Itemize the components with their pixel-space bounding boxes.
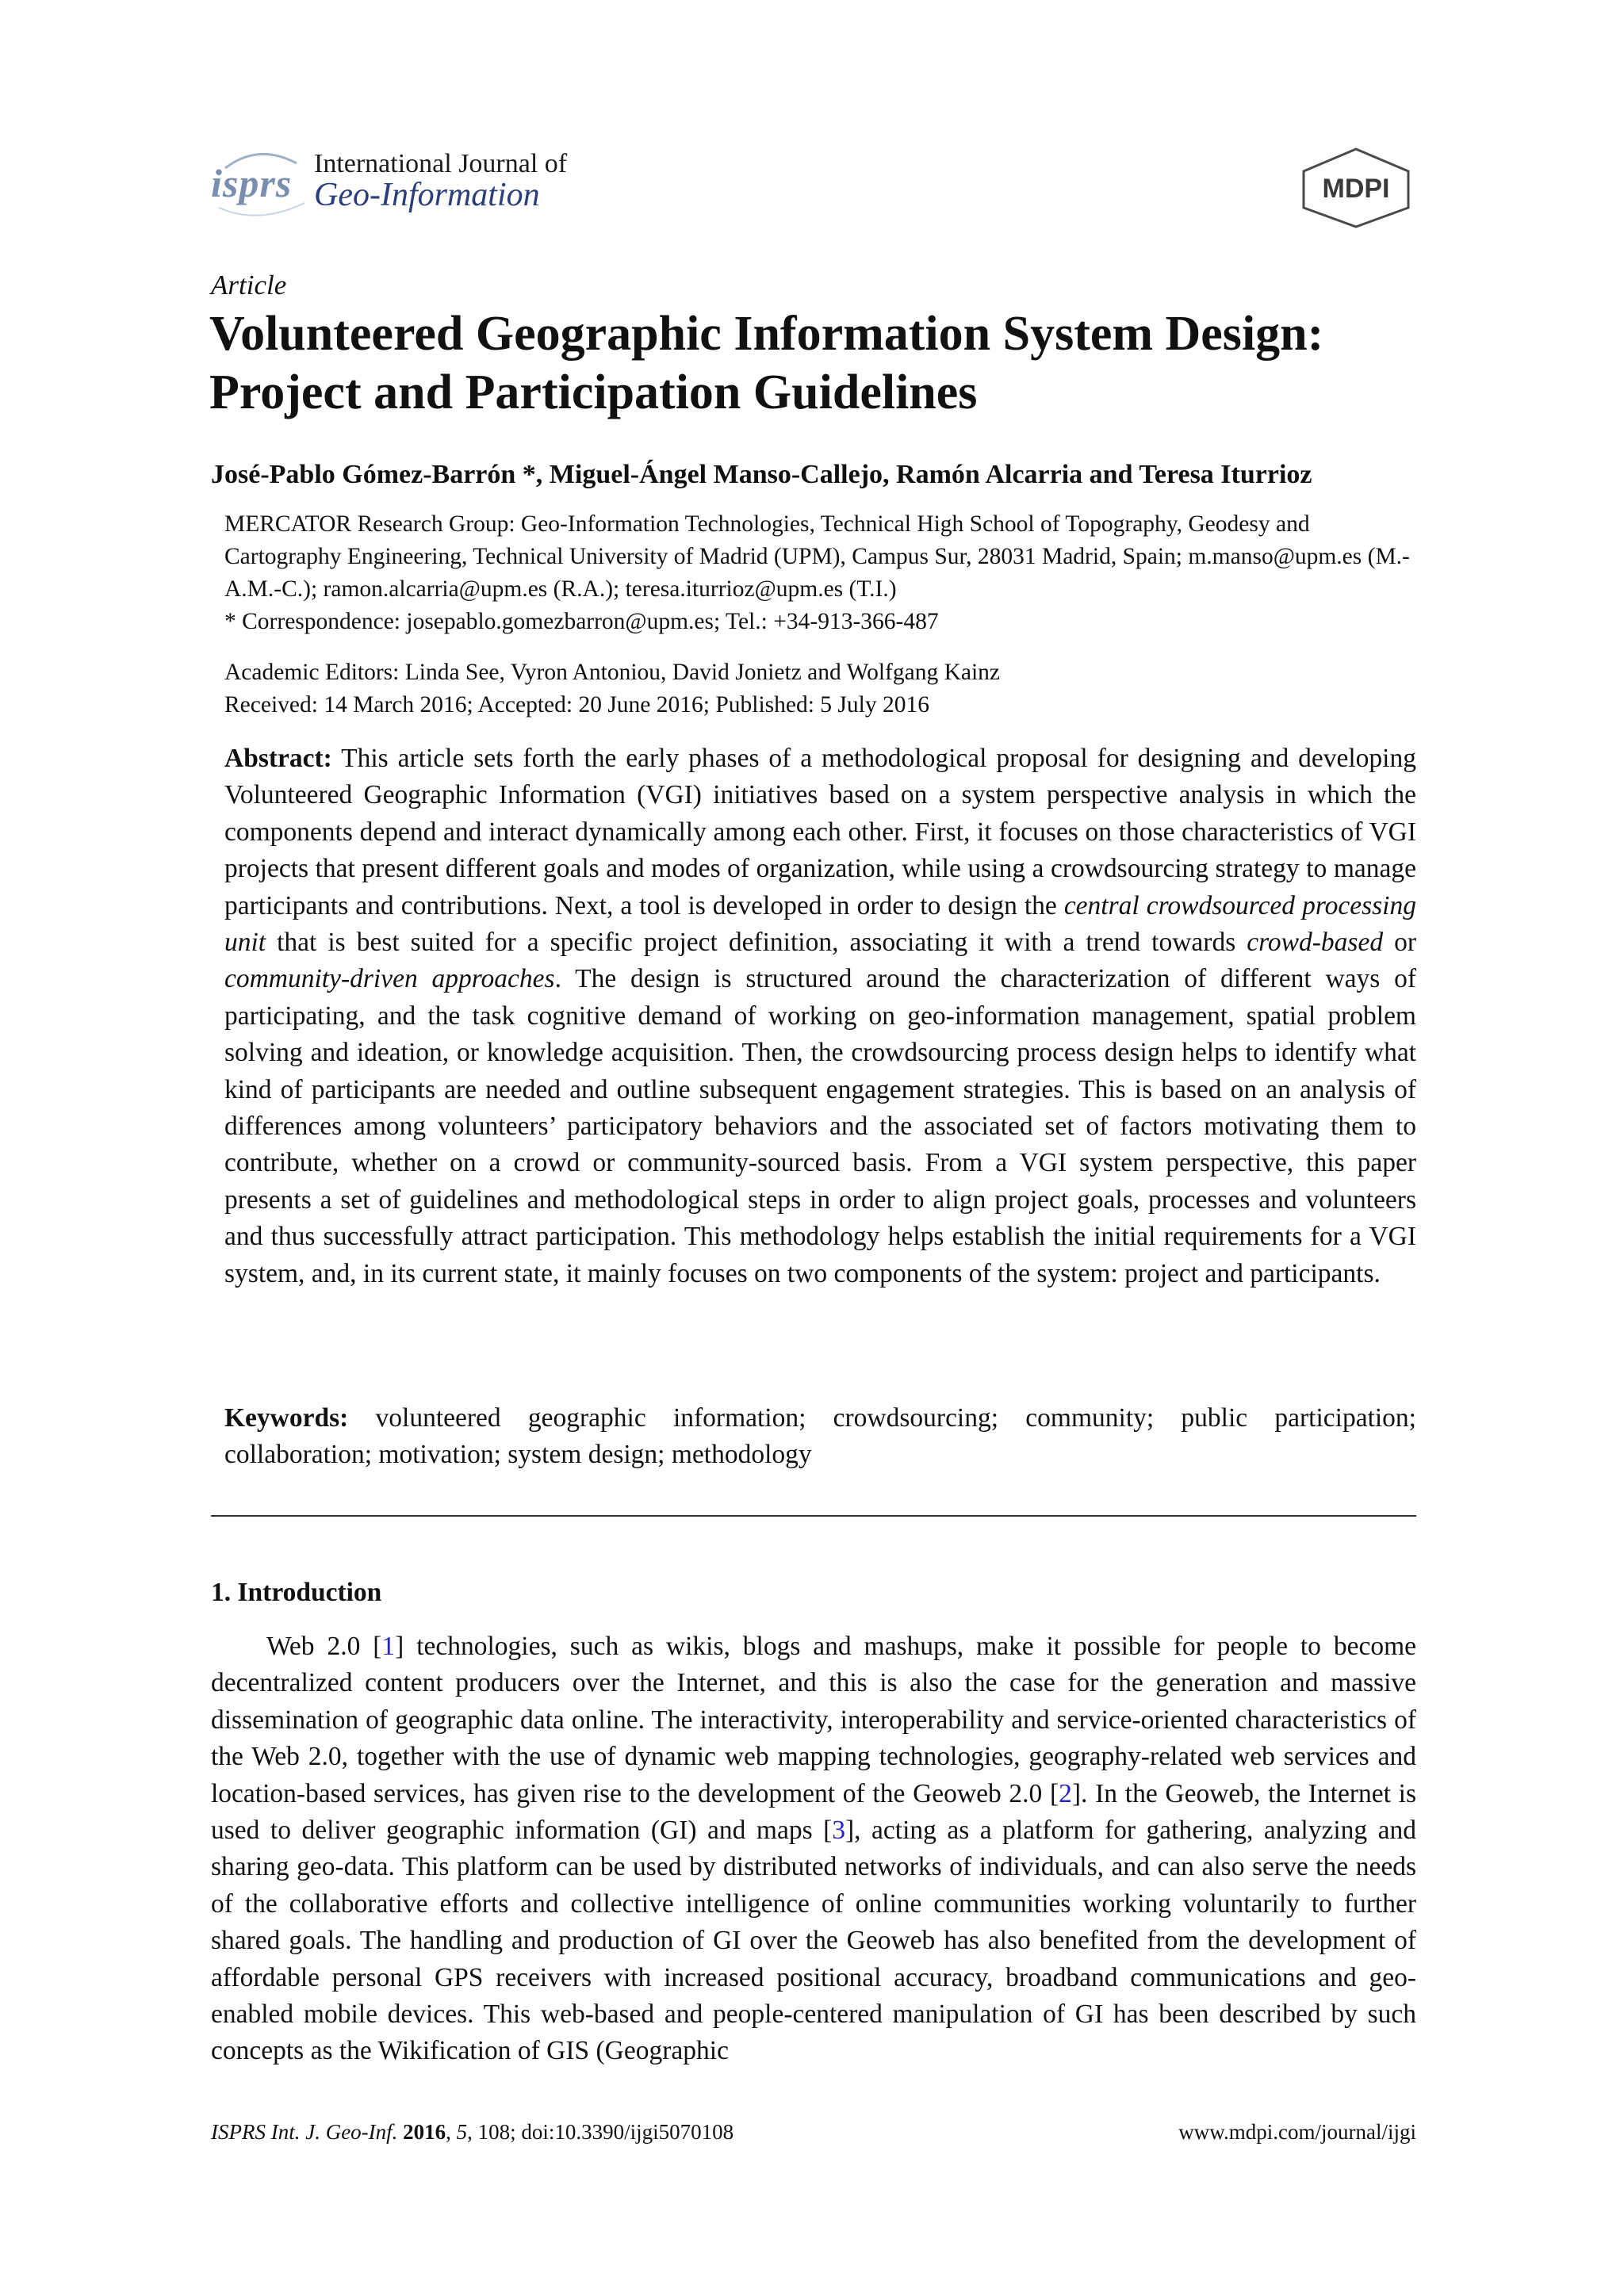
keywords [224, 1400, 1416, 1474]
keywords-text: volunteered geographic information; crowdsourcing; community; public participation; collaboration; motivation; system design; methodology [224, 1403, 1416, 1470]
abstract-label: Abstract: [224, 744, 332, 773]
body-text: Web 2.0 [ [266, 1632, 382, 1661]
abstract-emphasis: community-driven approaches [224, 964, 555, 994]
footer-volume: 5 [456, 2120, 468, 2144]
article-type: Article [211, 270, 287, 300]
abstract-text: This article sets forth the early phases of a methodological proposal for designing and developing Volunteered Geographic Information (VGI) initiatives based on a system perspective analysis in which the components depend and interact dynamically among each other. First, it focuses on those characteristics of VGI projects that present different goals and modes of organization, while using a crowdsourcing strategy to manage participants and contributions. Next, a tool is developed in order to design the [224, 744, 1416, 920]
footer-journal-url[interactable]: www.mdpi.com/journal/ijgi [1178, 2120, 1416, 2144]
journal-logo [211, 146, 584, 222]
citation-link[interactable]: 3 [832, 1816, 846, 1846]
abstract-emphasis: central crowdsourced processing unit [224, 890, 1416, 958]
abstract-text: or [1383, 928, 1416, 958]
citation-link[interactable]: 2 [1059, 1778, 1072, 1808]
section-divider [211, 1515, 1416, 1517]
footer-year: 2016 [403, 2120, 446, 2144]
abstract-text: . The design is structured around the characterization of different ways of participating, and the task cognitive demand of working on geo-information management, spatial problem solving and ideation, or knowledge acquisition. Then, the crowdsourcing process design helps to identify what kind of participants are needed and outline subsequent engagement strategies. This is based on an analysis of differences among volunteers’ participatory behaviors and the associated set of factors motivating them to contribute, whether on a crowd or community-sourced basis. From a VGI system perspective, this paper presents a set of guidelines and methodological steps in order to align project goals, processes and volunteers and thus successfully attract participation. This methodology helps establish the initial requirements for a VGI system, and, in its current state, it mainly focuses on two components of the system: project and participants. [224, 964, 1416, 1288]
keywords-label: Keywords: [224, 1403, 349, 1433]
article-title: Volunteered Geographic Information System Design: Project and Participation Guidelines [209, 307, 1324, 419]
affiliation: MERCATOR Research Group: Geo-Information Technologies, Technical High School of Topography, Geodesy and Cartography Engineering, Technical University of Madrid (UPM), Campus Sur, 28031 Madrid, Spain; m.manso@upm.es (M.-A.M.-C.); ramon.alcarria@upm.es (R.A.); teresa.iturrioz@upm.es (T.I.) [224, 511, 1410, 602]
mdpi-logo [1297, 147, 1415, 228]
footer-journal-abbrev: ISPRS Int. J. Geo-Inf. [211, 2120, 398, 2144]
mdpi-logo-text: MDPI [1322, 174, 1390, 204]
publication-dates: Received: 14 March 2016; Accepted: 20 June 2016; Published: 5 July 2016 [224, 692, 929, 718]
correspondence: * Correspondence: josepablo.gomezbarron@upm.es; Tel.: +34-913-366-487 [224, 609, 939, 634]
abstract [224, 740, 1416, 1292]
journal-name-line1: International Journal of [314, 149, 568, 178]
body-text: ], acting as a platform for gathering, analyzing and sharing geo-data. This platform can be used by distributed networks of individuals, and can also serve the needs of the collaborative efforts and collective intelligence of online communities working voluntarily to further shared goals. The handling and production of GI over the Geoweb has also benefited from the development of affordable personal GPS receivers with increased positional accuracy, broadband communications and geo-enabled mobile devices. This web-based and people-centered manipulation of GI has been described by such concepts as the Wikification of GIS (Geographic [211, 1816, 1416, 2066]
footer-separator: , [446, 2120, 457, 2144]
footer-doi: , 108; doi:10.3390/ijgi5070108 [467, 2120, 734, 2144]
isprs-logo-text: isprs [211, 161, 293, 205]
section-heading: 1. Introduction [211, 1578, 382, 1607]
footer-citation [211, 2120, 733, 2145]
body-text: ]. In the Geoweb, the Internet is used to deliver geographic information (GI) and maps [ [211, 1778, 1416, 1846]
body-text: ] technologies, such as wikis, blogs and mashups, make it possible for people to become decentralized content producers over the Internet, and this is also the case for the generation and massive dissemination of geographic data online. The interactivity, interoperability and service-oriented characteristics of the Web 2.0, together with the use of dynamic web mapping technologies, geography-related web services and location-based services, has given rise to the development of the Geoweb 2.0 [ [211, 1632, 1416, 1808]
citation-link[interactable]: 1 [381, 1632, 396, 1661]
academic-editors: Academic Editors: Linda See, Vyron Antoniou, David Jonietz and Wolfgang Kainz [224, 660, 1001, 685]
mdpi-hexagon-icon [1297, 147, 1415, 228]
author-list: José-Pablo Gómez-Barrón *, Miguel-Ángel Manso-Callejo, Ramón Alcarria and Teresa Iturrioz [211, 460, 1312, 489]
abstract-text: that is best suited for a specific project definition, associating it with a trend towards [266, 928, 1247, 958]
introduction-paragraph [211, 1628, 1416, 2070]
abstract-emphasis: crowd-based [1247, 928, 1384, 958]
journal-name-line2: Geo-Information [314, 177, 540, 213]
